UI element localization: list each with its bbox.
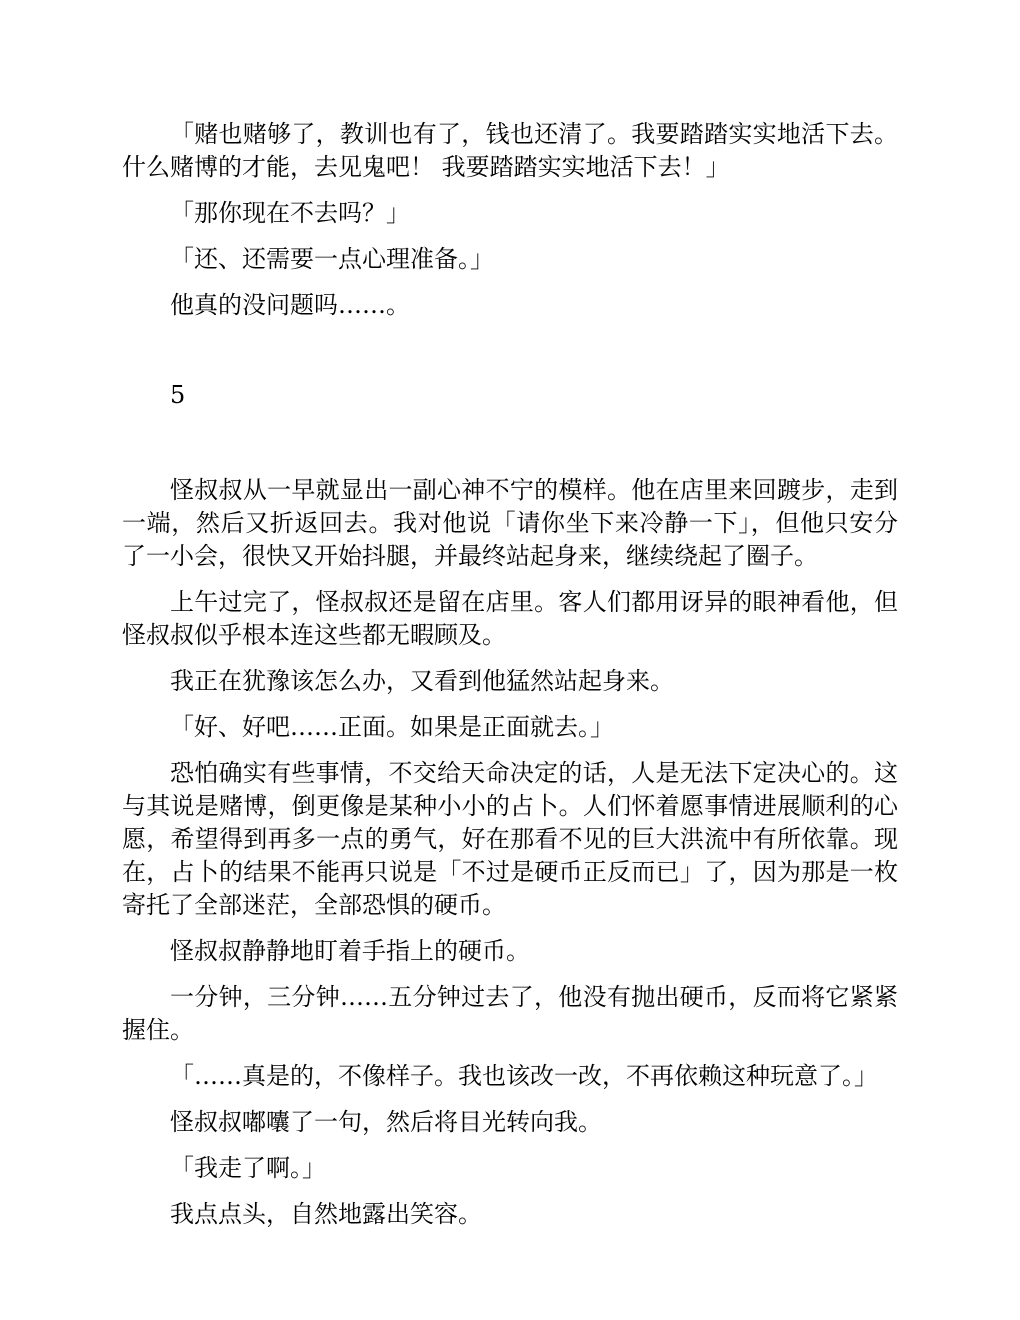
document-page — [122, 118, 898, 1244]
paragraph: 「还、还需要一点心理准备。」 — [170, 245, 494, 273]
paragraph: 「我走了啊。」 — [170, 1154, 326, 1182]
paragraph: 怪叔叔静静地盯着手指上的硬币。 — [170, 937, 530, 965]
paragraph: 一分钟，三分钟……五分钟过去了，他没有抛出硬币，反而将它紧紧握住。 — [122, 983, 898, 1044]
paragraph: 我正在犹豫该怎么办，又看到他猛然站起身来。 — [170, 667, 674, 695]
paragraph: 怪叔叔从一早就显出一副心神不宁的模样。他在店里来回踱步，走到一端，然后又折返回去。我对他说「请你坐下来冷静一下」，但他只安分了一小会，很快又开始抖腿，并最终站起身来，继续绕起了圈子。 — [122, 476, 898, 570]
paragraph: 恐怕确实有些事情，不交给天命决定的话，人是无法下定决心的。这与其说是赌博，倒更像是某种小小的占卜。人们怀着愿事情进展顺利的心愿，希望得到再多一点的勇气，好在那看不见的巨大洪流中有所依靠。现在，占卜的结果不能再只说是「不过是硬币正反而已」了，因为那是一枚寄托了全部迷茫，全部恐惧的硬币。 — [122, 759, 898, 919]
paragraph: 怪叔叔嘟囔了一句，然后将目光转向我。 — [170, 1108, 602, 1136]
paragraph: 「好、好吧……正面。如果是正面就去。」 — [170, 713, 614, 741]
paragraph: 「那你现在不去吗？」 — [170, 199, 410, 227]
paragraph: 上午过完了，怪叔叔还是留在店里。客人们都用讶异的眼神看他，但怪叔叔似乎根本连这些都无暇顾及。 — [122, 588, 898, 649]
paragraph: 他真的没问题吗……。 — [170, 291, 410, 319]
paragraph: 「赌也赌够了，教训也有了，钱也还清了。我要踏踏实实地活下去。什么赌博的才能，去见鬼吧！ 我要踏踏实实地活下去！」 — [122, 120, 898, 181]
section-gap — [122, 412, 898, 474]
paragraph: 我点点头，自然地露出笑容。 — [170, 1200, 482, 1228]
paragraph: 「……真是的，不像样子。我也该改一改，不再依赖这种玩意了。」 — [170, 1062, 878, 1090]
section-number: 5 — [170, 381, 186, 409]
